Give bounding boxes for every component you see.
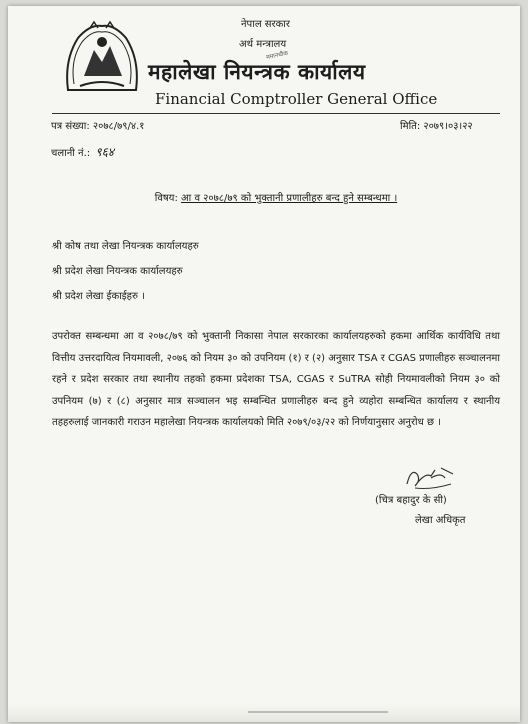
dispatch-label: चलानी नं.:	[51, 148, 91, 159]
body-paragraph: उपरोक्त सम्बन्धमा आ व २०७८/७९ को भुक्तानी निकासा नेपाल सरकारका कार्यालयहरुको हकमा आर्थिक कार्यविधि तथा वित्तीय उत्तरदायित्व नियमावली, २०७६ को नियम ३० को उपनियम (१) र (२) अनुसार TSA र CGAS प्रणालीहरु सञ्चालनमा रहने र प्रदेश सरकार तथा स्थानीय तहको हकमा प्रदेशका TSA, CGAS र SuTRA सोही नियमावलीको नियम ३० को उपनियम (७) र (८) अनुसार मात्र सञ्चालन भइ सम्बन्धित प्रणालीहरु बन्द हुने व्यहोरा सम्बन्धित कार्यालय र स्थानीय तहहरुलाई जानकारी गराउन महालेखा नियन्त्रक कार्यालयको मिति २०७९/०३/२२ को निर्णयानुसार अनुरोध छ ।	[52, 331, 500, 428]
signatory-title: लेखा अधिकृत	[415, 515, 466, 526]
recipient-item: श्री कोष तथा लेखा नियन्त्रक कार्यालयहरु	[52, 241, 199, 252]
recipient-item: श्री प्रदेश लेखा ईकाईहरु ।	[52, 291, 145, 302]
subject-text: आ व २०७८/७९ को भुक्तानी प्रणालीहरु बन्द हुने सम्बन्धमा ।	[181, 193, 398, 204]
reference-number: पत्र संख्या: २०७८/७९/४.१	[51, 121, 145, 132]
letter-date: मिति: २०७९।०३।२२	[400, 121, 473, 132]
dispatch-number	[51, 143, 114, 160]
office-name-nepali: महालेखा नियन्त्रक कार्यालय	[148, 60, 366, 84]
stamp-note: ममानचौक	[265, 49, 289, 62]
recipient-list	[52, 234, 199, 309]
government-name: नेपाल सरकार	[241, 19, 290, 30]
scan-edge	[8, 704, 520, 722]
letter-page	[8, 6, 520, 722]
recipient-item: श्री प्रदेश लेखा नियन्त्रक कार्यालयहरु	[52, 266, 183, 277]
dispatch-value: ९६४	[95, 145, 115, 159]
subject-line	[52, 190, 500, 204]
subject-label: विषय:	[154, 193, 178, 204]
office-name-english: Financial Comptroller General Office	[155, 90, 438, 108]
scan-smudge	[248, 711, 388, 713]
header-divider	[52, 113, 500, 114]
ministry-name: अर्थ मन्त्रालय	[239, 39, 287, 50]
handwritten-signature	[401, 464, 461, 492]
signatory-name: (चित्र बहादुर के सी)	[375, 495, 447, 506]
nepal-emblem-icon	[60, 20, 144, 96]
